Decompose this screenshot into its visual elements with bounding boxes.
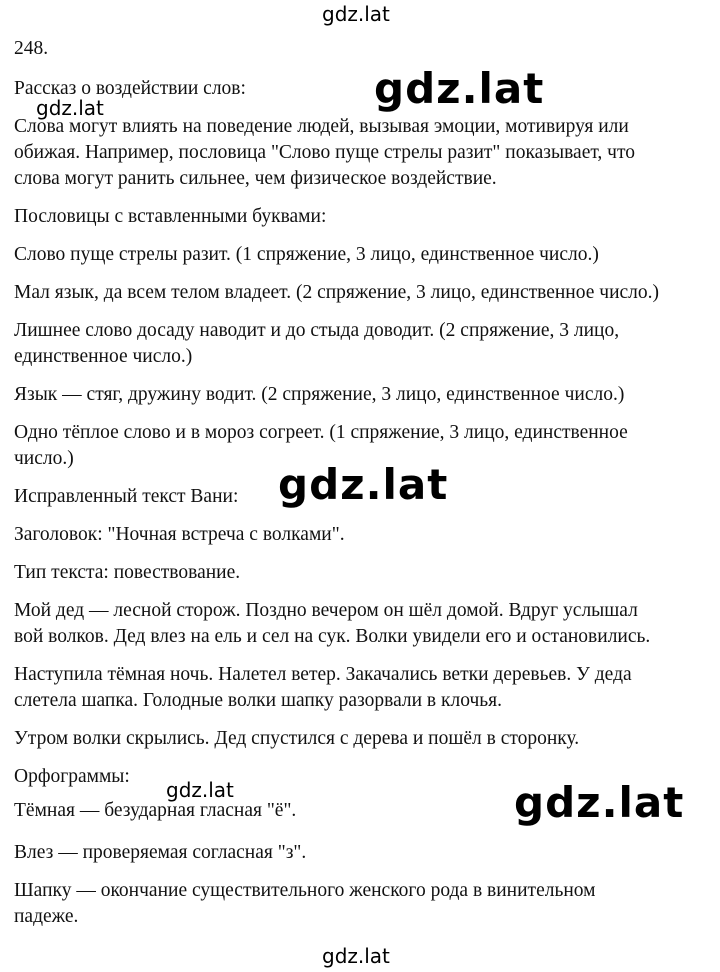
intro-heading: Рассказ о воздействии слов: [14,78,246,99]
type-line: Тип текста: повествование. [14,562,241,583]
orthogram-line: падеже. [14,906,79,927]
story-line: слетела шапка. Голодные волки шапку разорвали в клочья. [14,690,503,711]
watermark-big-middle: gdz.lat [278,460,449,509]
proverb-line: число.) [14,448,74,469]
story-line: Наступила тёмная ночь. Налетел ветер. Закачались ветки деревьев. У деда [14,664,632,685]
corrected-heading: Исправленный текст Вани: [14,486,239,507]
story-line: вой волков. Дед влез на ель и сел на сук. Волки увидели его и остановились. [14,626,651,647]
proverb-line: Лишнее слово досаду наводит и до стыда доводит. (2 спряжение, 3 лицо, [14,320,620,341]
intro-line: Слова могут влиять на поведение людей, вызывая эмоции, мотивируя или [14,116,629,137]
proverb-line: единственное число.) [14,346,193,367]
proverb-line: Мал язык, да всем телом владеет. (2 спряжение, 3 лицо, единственное число.) [14,282,660,303]
proverb-line: Язык — стяг, дружину водит. (2 спряжение, 3 лицо, единственное число.) [14,384,625,405]
title-line: Заголовок: "Ночная встреча с волками". [14,524,345,545]
story-line: Утром волки скрылись. Дед спустился с дерева и пошёл в сторонку. [14,728,580,749]
intro-line: обижая. Например, пословица "Слово пуще стрелы разит" показывает, что [14,142,635,163]
watermark-small-middle: gdz.lat [166,778,234,802]
watermark-top: gdz.lat [322,2,390,26]
intro-line: слова могут ранить сильнее, чем физическое воздействие. [14,168,497,189]
story-line: Мой дед — лесной сторож. Поздно вечером он шёл домой. Вдруг услышал [14,600,638,621]
orthograms-heading: Орфограммы: [14,766,130,787]
task-number: 248. [14,38,49,59]
watermark-bottom: gdz.lat [322,944,390,968]
proverb-line: Слово пуще стрелы разит. (1 спряжение, 3 лицо, единственное число.) [14,244,599,265]
orthogram-line: Тёмная — безударная гласная "ё". [14,800,297,821]
orthogram-line: Шапку — окончание существительного женского рода в винительном [14,880,596,901]
orthogram-line: Влез — проверяемая согласная "з". [14,842,307,863]
watermark-small-left: gdz.lat [36,96,104,120]
proverbs-heading: Пословицы с вставленными буквами: [14,206,327,227]
watermark-big-top: gdz.lat [374,64,545,113]
watermark-big-right: gdz.lat [514,778,685,827]
proverb-line: Одно тёплое слово и в мороз согреет. (1 спряжение, 3 лицо, единственное [14,422,628,443]
